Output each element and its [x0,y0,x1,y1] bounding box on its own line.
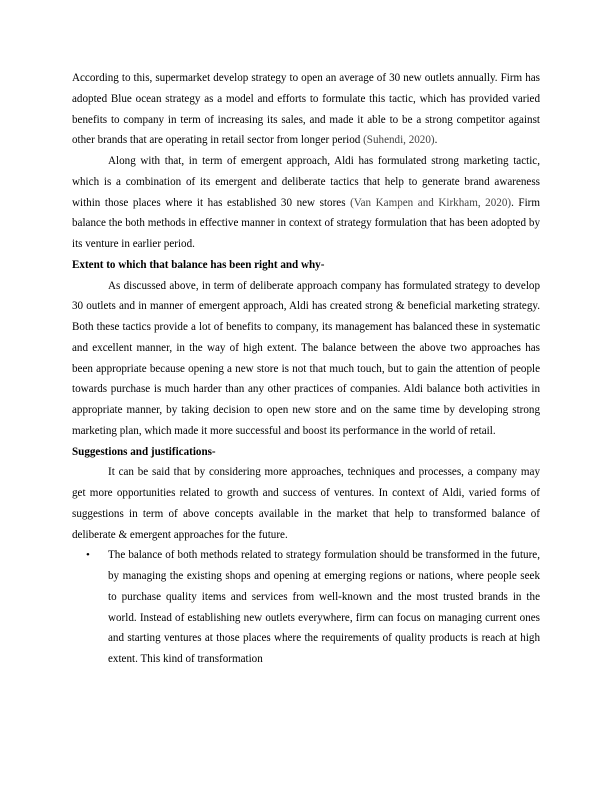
paragraph-4: It can be said that by considering more approaches, techniques and processes, a company may get more opportunities related to growth and success of ventures. In context of Aldi, varied forms of suggestions in term of above concepts available in the market that help to transformed balance of deliberate & emergent approaches for the future. [72,466,540,541]
paragraph-1-end: . [434,134,438,147]
bullet-text: The balance of both methods related to strategy formulation should be transformed in the future, by managing the existing shops and opening at emerging regions or nations, where people seek to purchase quality items and services from well-known and the most trusted brands in the world. Instead of establishing new outlets everywhere, firm can focus on managing current ones and starting ventures at those places where the requirements of quality products is reach at high extent. This kind of transformation [108,549,540,665]
heading-suggestions: Suggestions and justifications- [72,445,216,458]
suggestion-list [72,545,540,670]
paragraph-1-text: According to this, supermarket develop strategy to open an average of 30 new outlets annually. Firm has adopted Blue ocean strategy as a model and efforts to formulate this tactic, which has provided varied benefits to company in term of increasing its sales, and made it able to be a strong competitor against other brands that are operating in retail sector from longer period [72,72,540,147]
bullet-icon: • [86,549,90,562]
list-item [72,545,540,670]
citation-suhendi: (Suhendi, 2020) [363,134,435,147]
paragraph-3: As discussed above, in term of deliberate approach company has formulated strategy to develop 30 outlets and in manner of emergent approach, Aldi has created strong & beneficial marketing strategy. Both these tactics provide a lot of benefits to company, its management has balanced these in systematic and excellent manner, in the way of high extent. The balance between the above two approaches has been appropriate because opening a new store is not that much touch, but to gain the attention of people towards purchase is much harder than any other practices of companies. Aldi balance both activities in appropriate manner, by taking decision to open new store and on the same time by developing strong marketing plan, which made it more successful and boost its performance in the world of retail. [72,279,540,437]
paragraph-2-text: Along with that, in term of emergent approach, Aldi has formulated strong marketing tactic, which is a combination of its emergent and deliberate tactics that help to generate brand awareness within those places where it has established 30 new stores [72,155,540,209]
paragraph-1 [72,68,540,151]
paragraph-2 [72,151,540,255]
paragraph-2-end: . Firm balance the both methods in effective manner in context of strategy formulation that has been adopted by its venture in earlier period. [72,196,541,250]
document-body [72,68,540,670]
heading-extent-of-balance: Extent to which that balance has been right and why- [72,258,325,271]
citation-van-kampen: (Van Kampen and Kirkham, 2020) [350,196,512,209]
